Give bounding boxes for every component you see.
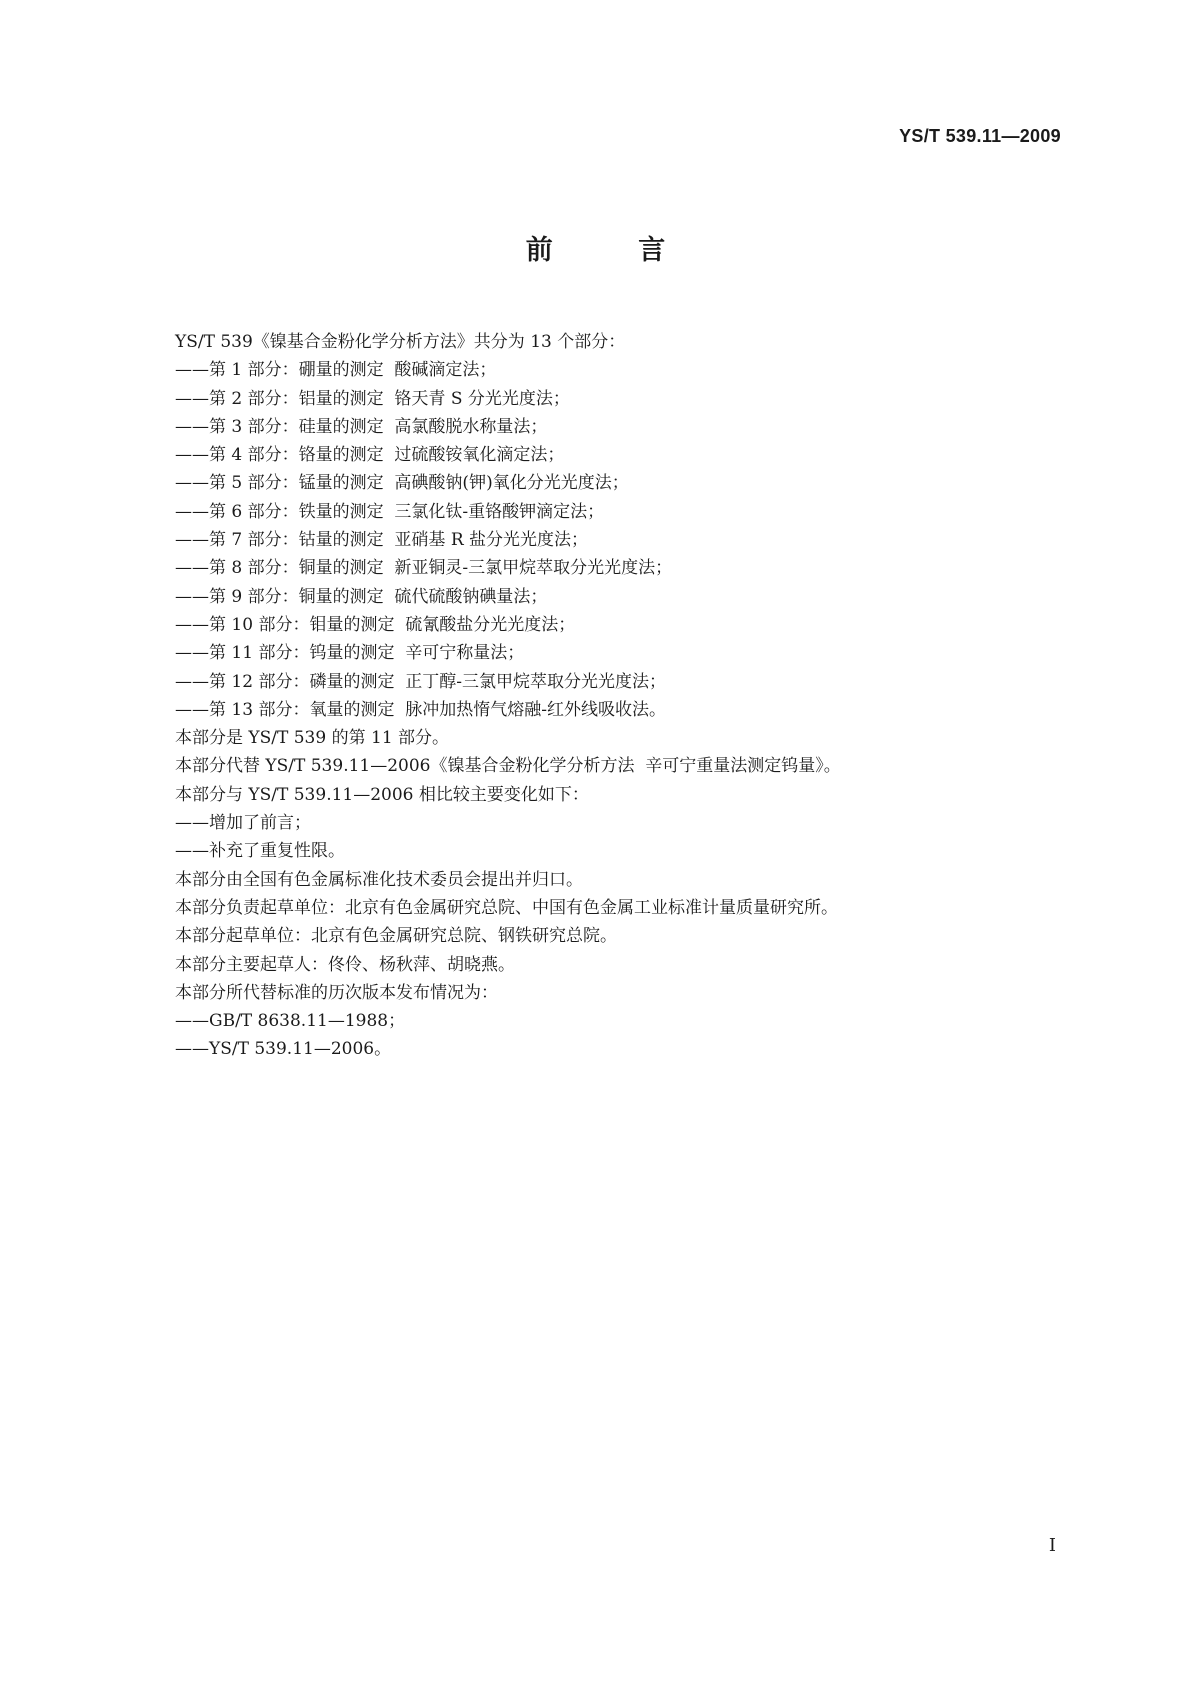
paragraph-line: 本部分代替 YS/T 539.11—2006《镍基合金粉化学分析方法 辛可宁重量法测定钨量》。 — [175, 756, 841, 777]
paragraph-line: ——第 13 部分：氧量的测定 脉冲加热惰气熔融-红外线吸收法。 — [175, 699, 666, 720]
paragraph-line: ——补充了重复性限。 — [175, 841, 345, 862]
paragraph-line: ——第 3 部分：硅量的测定 高氯酸脱水称量法； — [175, 416, 548, 437]
paragraph-line: ——第 11 部分：钨量的测定 辛可宁称量法； — [175, 643, 525, 664]
paragraph-line: ——第 8 部分：铜量的测定 新亚铜灵-三氯甲烷萃取分光光度法； — [175, 558, 673, 579]
paragraph-line: ——第 7 部分：钴量的测定 亚硝基 R 盐分光光度法； — [175, 530, 589, 551]
foreword-body — [175, 328, 1075, 1064]
paragraph-line: 本部分所代替标准的历次版本发布情况为： — [175, 982, 498, 1003]
document-code: YS/T 539.11—2009 — [899, 126, 1061, 146]
paragraph-line: ——第 12 部分：磷量的测定 正丁醇-三氯甲烷萃取分光光度法； — [175, 671, 666, 692]
paragraph-line: ——第 5 部分：锰量的测定 高碘酸钠(钾)氧化分光光度法； — [175, 473, 629, 494]
paragraph-line: ——增加了前言； — [175, 813, 311, 834]
paragraph-line: ——第 4 部分：铬量的测定 过硫酸铵氧化滴定法； — [175, 445, 565, 466]
paragraph-line: ——第 2 部分：铝量的测定 铬天青 S 分光光度法； — [175, 388, 570, 409]
paragraph-line: 本部分是 YS/T 539 的第 11 部分。 — [175, 728, 450, 749]
paragraph-line: 本部分与 YS/T 539.11—2006 相比较主要变化如下： — [175, 784, 589, 805]
paragraph-line: 本部分负责起草单位：北京有色金属研究总院、中国有色金属工业标准计量质量研究所。 — [175, 897, 838, 918]
page-number: I — [1048, 1535, 1056, 1556]
paragraph-line: ——第 9 部分：铜量的测定 硫代硫酸钠碘量法； — [175, 586, 548, 607]
page-title: 前 言 — [525, 235, 704, 266]
paragraph-line: 本部分起草单位：北京有色金属研究总院、钢铁研究总院。 — [175, 926, 617, 947]
paragraph-line: 本部分主要起草人：佟伶、杨秋萍、胡晓燕。 — [175, 954, 515, 975]
paragraph-line: ——YS/T 539.11—2006。 — [175, 1039, 392, 1060]
paragraph-line: ——第 10 部分：钼量的测定 硫氰酸盐分光光度法； — [175, 614, 576, 635]
paragraph-line: ——第 6 部分：铁量的测定 三氯化钛-重铬酸钾滴定法； — [175, 501, 605, 522]
paragraph-line: YS/T 539《镍基合金粉化学分析方法》共分为 13 个部分： — [175, 332, 626, 352]
paragraph-line: ——第 1 部分：硼量的测定 酸碱滴定法； — [175, 360, 497, 381]
paragraph-line: ——GB/T 8638.11—1988； — [175, 1011, 406, 1032]
paragraph-line: 本部分由全国有色金属标准化技术委员会提出并归口。 — [175, 869, 583, 890]
